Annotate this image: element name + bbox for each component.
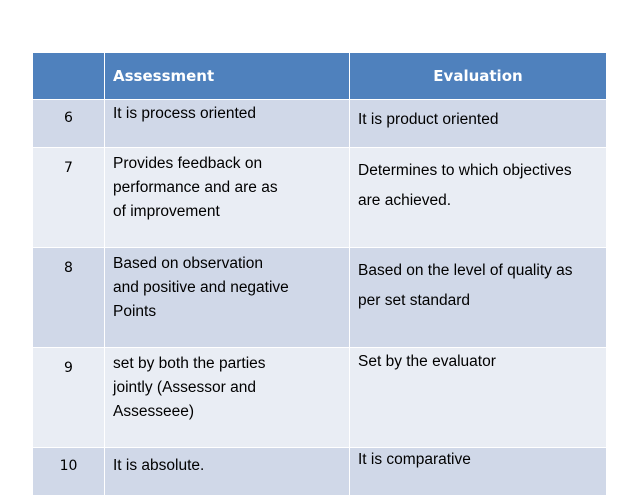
header-row (33, 53, 607, 100)
evaluation-cell (350, 248, 607, 348)
row-number: 9 (33, 348, 105, 448)
assessment-cell (105, 448, 350, 496)
row-number: 10 (33, 448, 105, 496)
cell-line: It is comparative (358, 451, 471, 468)
cell-line: jointly (Assessor and (113, 379, 257, 396)
cell-line: It is absolute. (113, 457, 205, 474)
cell-line: per set standard (358, 292, 471, 309)
cell-line: Set by the evaluator (358, 353, 496, 370)
cell-line: are achieved. (358, 192, 452, 209)
assessment-cell (105, 100, 350, 148)
table-row (33, 148, 607, 248)
cell-line: Points (113, 303, 157, 320)
cell-line: It is process oriented (113, 105, 257, 122)
table-row (33, 248, 607, 348)
comparison-table (32, 52, 607, 496)
table-row (33, 448, 607, 496)
header-assessment: Assessment (105, 53, 350, 100)
assessment-cell (105, 148, 350, 248)
assessment-cell (105, 248, 350, 348)
cell-line: of improvement (113, 203, 220, 220)
evaluation-cell (350, 448, 607, 496)
cell-line: Provides feedback on (113, 155, 263, 172)
cell-line: Based on the level of quality as (358, 262, 573, 279)
cell-line: It is product oriented (358, 111, 499, 128)
cell-line: Determines to which objectives (358, 162, 572, 179)
table-row (33, 348, 607, 448)
table-row (33, 100, 607, 148)
row-number: 6 (33, 100, 105, 148)
cell-line: and positive and negative (113, 279, 289, 296)
evaluation-cell (350, 148, 607, 248)
row-number: 8 (33, 248, 105, 348)
row-number: 7 (33, 148, 105, 248)
cell-line: set by both the parties (113, 355, 266, 372)
assessment-cell (105, 348, 350, 448)
header-evaluation: Evaluation (350, 53, 607, 100)
evaluation-cell (350, 100, 607, 148)
evaluation-cell (350, 348, 607, 448)
cell-line: Based on observation (113, 255, 263, 272)
cell-line: Assesseee) (113, 403, 194, 420)
cell-line: performance and are as (113, 179, 278, 196)
header-number (33, 53, 105, 100)
